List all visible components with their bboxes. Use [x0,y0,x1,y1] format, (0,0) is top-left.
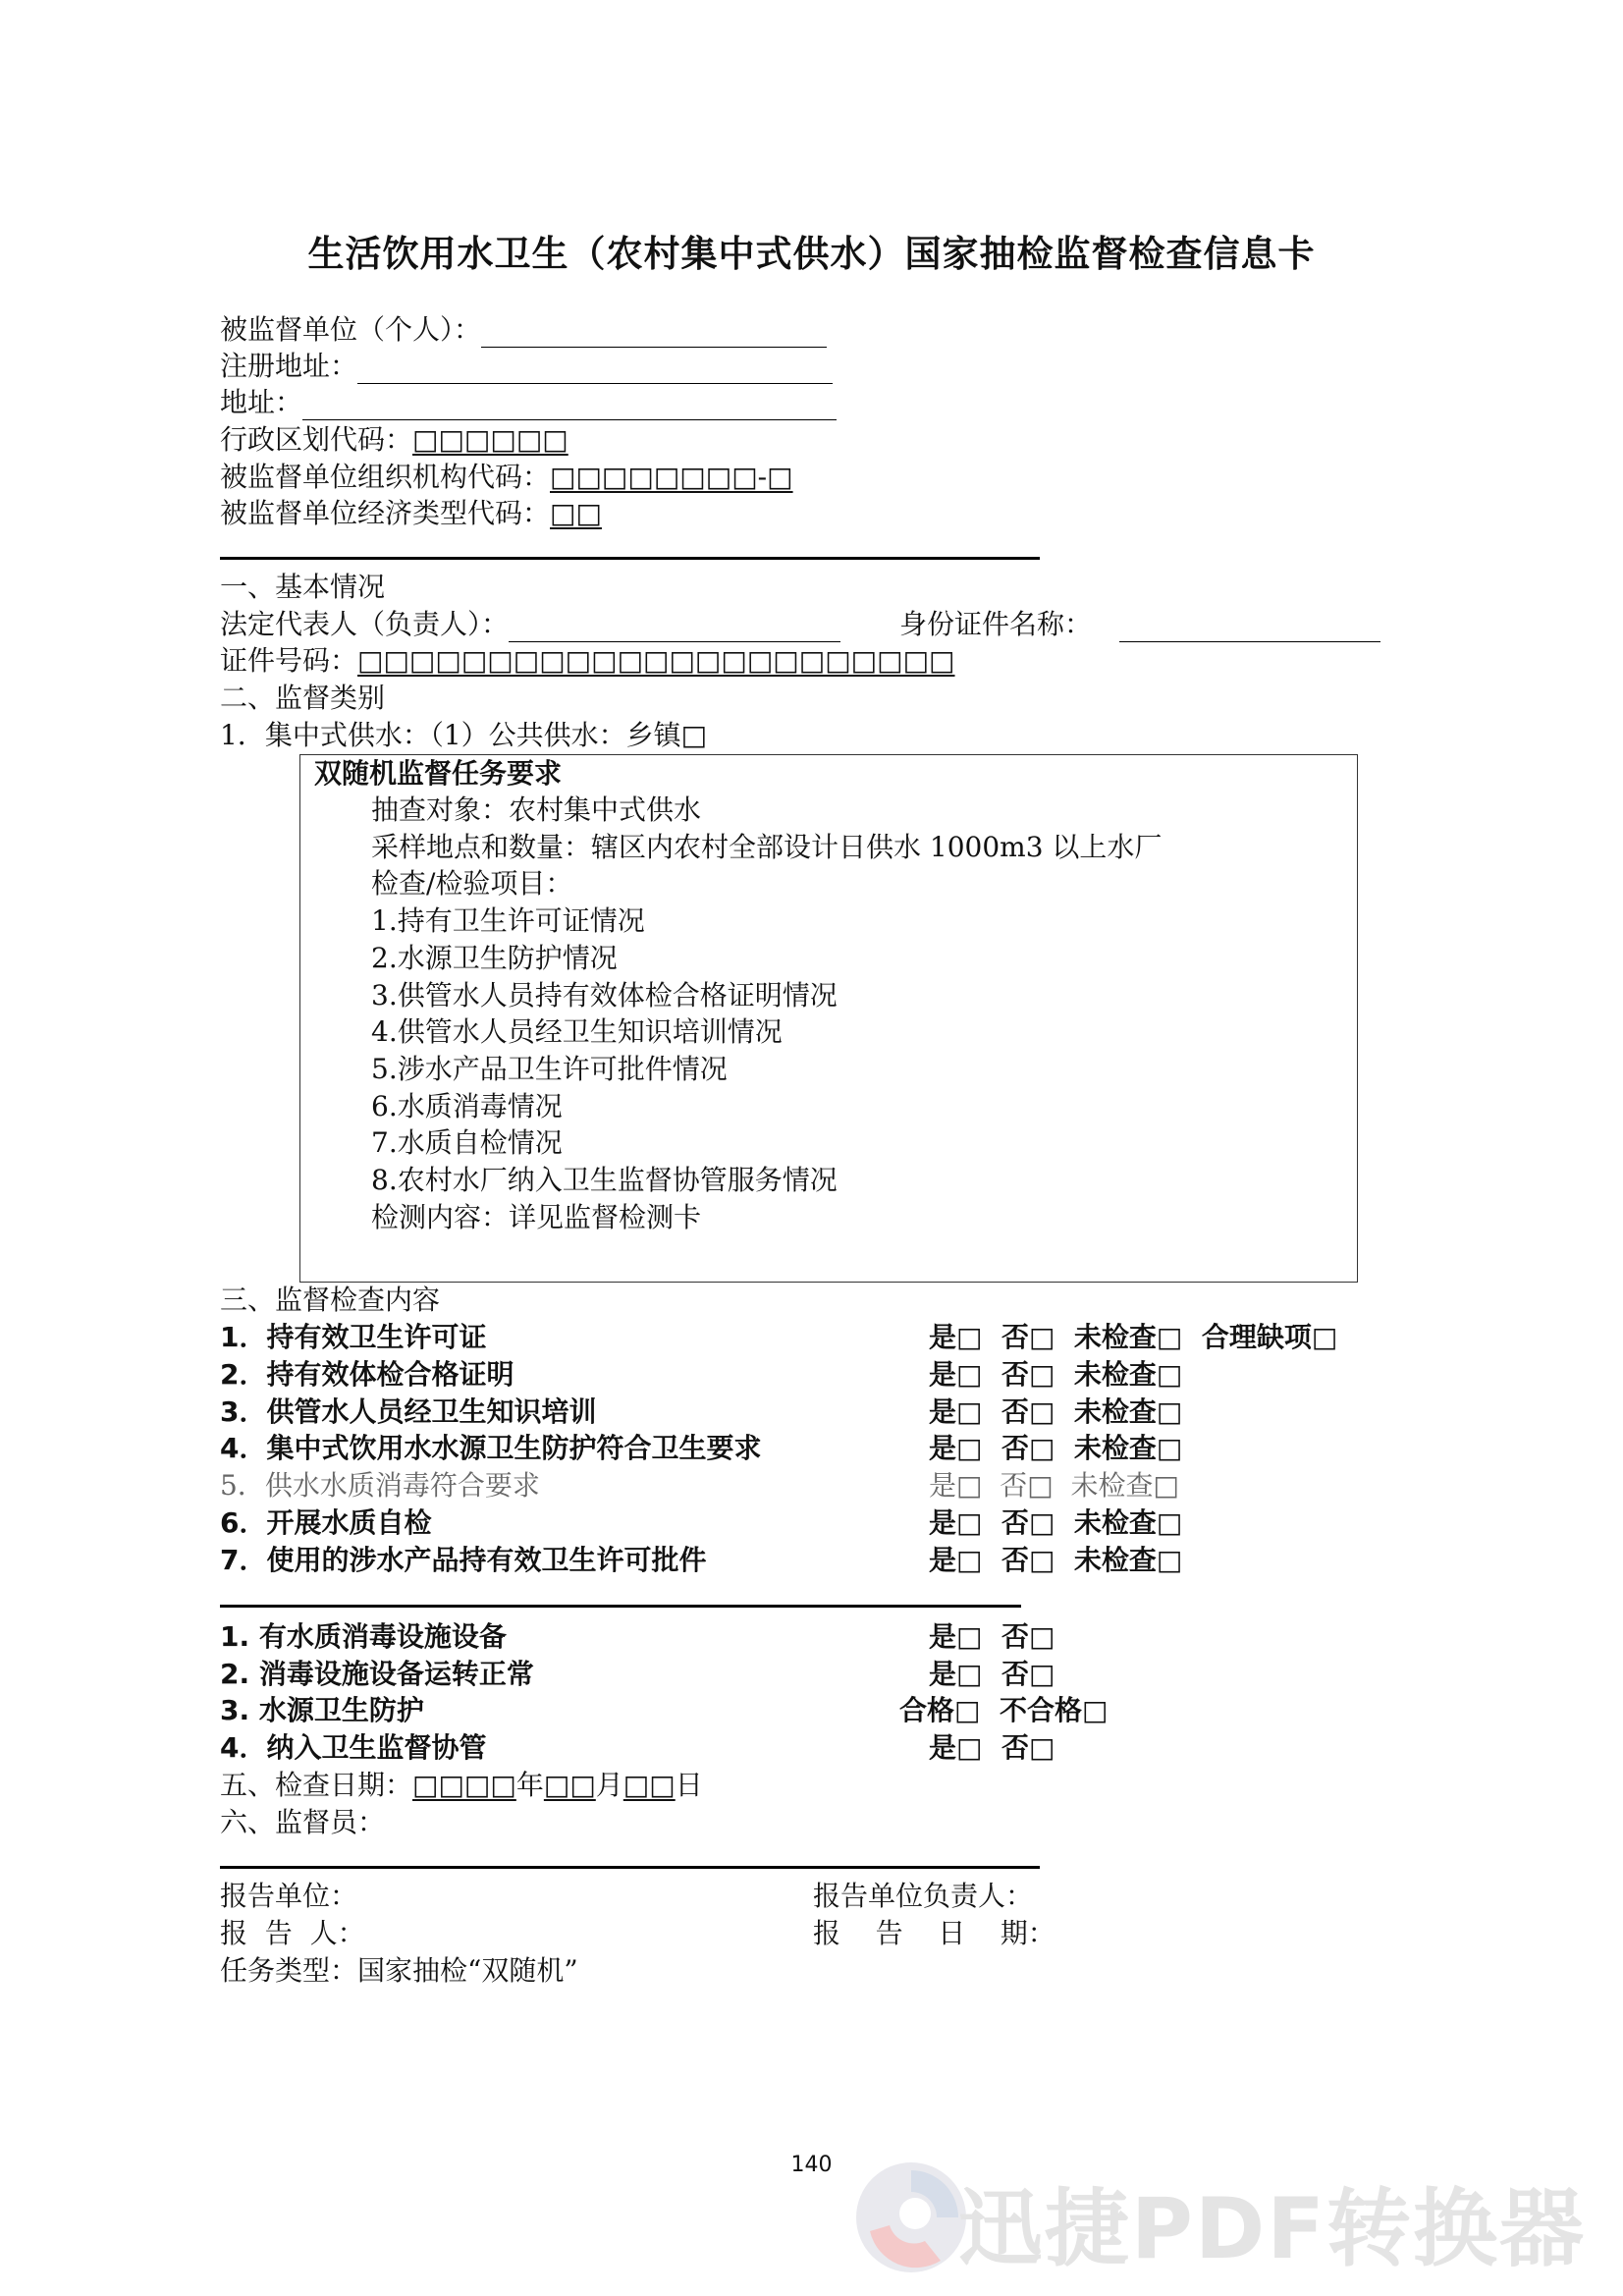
admin-code-label: 行政区划代码： [220,423,413,456]
check-item-options[interactable]: 是□ 否□ 未检查□ [929,1469,1179,1503]
watermark-text: 迅捷PDF转换器 [957,2180,1586,2278]
legal-rep-label: 法定代表人（负责人）： [220,608,510,640]
check-item-label: 1．持有效卫生许可证 [220,1321,487,1353]
org-code-label: 被监督单位组织机构代码： [220,461,551,493]
task-box-line: 检查/检验项目： [371,867,573,901]
reg-address-field [220,349,833,384]
check-item-label: 7．使用的涉水产品持有效卫生许可批件 [220,1543,707,1576]
report-date: 报 告 日 期： [813,1917,1055,1949]
task-box-line: 采样地点和数量：辖区内农村全部设计日供水 1000m3 以上水厂 [371,830,1163,863]
task-box-line: 2.水源卫生防护情况 [371,941,618,974]
check-item-label: 3．供管水人员经卫生知识培训 [220,1394,597,1428]
id-name-label: 身份证件名称： [899,608,1093,640]
check-item-label: 2．持有效体检合格证明 [220,1357,514,1391]
facility-item-options[interactable]: 是□ 否□ [929,1731,1055,1765]
id-name-blank[interactable] [1119,612,1380,642]
divider [220,557,1040,560]
facility-item-label: 1. 有水质消毒设施设备 [220,1620,507,1653]
xunjie-logo-icon [846,2153,976,2286]
org-code-field [220,460,793,495]
econ-code-label: 被监督单位经济类型代码： [220,497,551,529]
inspector-field: 六、监督员： [220,1806,386,1838]
page-number: 140 [790,2153,833,2177]
day-boxes[interactable]: □□ [622,1769,676,1801]
org-code-boxes[interactable]: □□□□□□□□-□ [550,461,793,493]
task-type: 任务类型：国家抽检“双随机” [220,1954,578,1987]
task-box-line: 4.供管水人员经卫生知识培训情况 [371,1015,783,1049]
inspection-date-label: 五、检查日期： [220,1769,413,1801]
month-label: 月 [595,1769,623,1801]
task-box-line: 5.涉水产品卫生许可批件情况 [371,1052,728,1085]
divider [220,1605,1021,1608]
check-item-label: 5．供水水质消毒符合要求 [220,1469,540,1503]
facility-item-options[interactable]: 是□ 否□ [929,1657,1055,1690]
reg-address-blank[interactable] [357,354,833,384]
inspection-date-field [220,1768,703,1803]
check-item-options[interactable]: 是□ 否□ 未检查□ 合理缺项□ [929,1321,1338,1353]
admin-code-boxes[interactable]: □□□□□□ [412,423,568,456]
task-box-line: 检测内容：详见监督检测卡 [371,1200,702,1233]
task-box-line: 8.农村水厂纳入卫生监督协管服务情况 [371,1164,838,1196]
task-box-line: 抽查对象：农村集中式供水 [371,793,702,826]
month-boxes[interactable]: □□ [543,1769,596,1801]
year-boxes[interactable]: □□□□ [412,1769,516,1801]
check-item-label: 4．集中式饮用水水源卫生防护符合卫生要求 [220,1432,762,1465]
year-label: 年 [515,1769,544,1801]
facility-item-options[interactable]: 合格□ 不合格□ [899,1694,1109,1727]
day-label: 日 [675,1769,703,1801]
task-box-line: 6.水质消毒情况 [371,1089,563,1122]
page-title: 生活饮用水卫生（农村集中式供水）国家抽检监督检查信息卡 [307,233,1316,275]
task-box-line: 1.持有卫生许可证情况 [371,904,645,938]
address-blank[interactable] [302,390,837,420]
address-label: 地址： [220,386,303,418]
task-box-line: 7.水质自检情况 [371,1126,563,1160]
facility-item-label: 2. 消毒设施设备运转正常 [220,1657,534,1690]
check-item-options[interactable]: 是□ 否□ 未检查□ [929,1357,1183,1391]
unit-label: 被监督单位（个人）： [220,313,482,346]
report-unit: 报告单位： [220,1880,358,1912]
id-name-field [899,607,1380,642]
check-item-options[interactable]: 是□ 否□ 未检查□ [929,1506,1183,1539]
section2-heading: 二、监督类别 [220,682,386,714]
facility-item-options[interactable]: 是□ 否□ [929,1620,1055,1653]
facility-item-label: 4．纳入卫生监督协管 [220,1731,487,1765]
section3-heading: 三、监督检查内容 [220,1284,441,1316]
facility-item-label: 3. 水源卫生防护 [220,1694,424,1727]
reg-address-label: 注册地址： [220,350,358,382]
check-item-options[interactable]: 是□ 否□ 未检查□ [929,1543,1183,1576]
divider [220,1866,1040,1869]
econ-code-field [220,496,602,531]
admin-code-field [220,422,568,458]
task-box-heading: 双随机监督任务要求 [314,757,563,790]
section1-heading: 一、基本情况 [220,571,386,603]
legal-rep-field [220,607,840,642]
legal-rep-blank[interactable] [509,612,840,642]
unit-blank[interactable] [481,317,827,348]
check-item-label: 6．开展水质自检 [220,1506,432,1539]
id-no-boxes[interactable]: □□□□□□□□□□□□□□□□□□□□□□□ [357,644,955,677]
check-item-options[interactable]: 是□ 否□ 未检查□ [929,1394,1183,1428]
address-field [220,385,837,420]
id-no-field [220,643,954,679]
task-box-line: 3.供管水人员持有效体检合格证明情况 [371,978,838,1011]
check-item-options[interactable]: 是□ 否□ 未检查□ [929,1432,1183,1465]
unit-field [220,312,827,348]
supervision-category: 1．集中式供水：（1）公共供水：乡镇□ [220,719,708,751]
reporter: 报 告 人： [220,1917,365,1949]
id-no-label: 证件号码： [220,644,358,677]
econ-code-boxes[interactable]: □□ [550,497,602,529]
report-unit-head: 报告单位负责人： [813,1880,1034,1912]
